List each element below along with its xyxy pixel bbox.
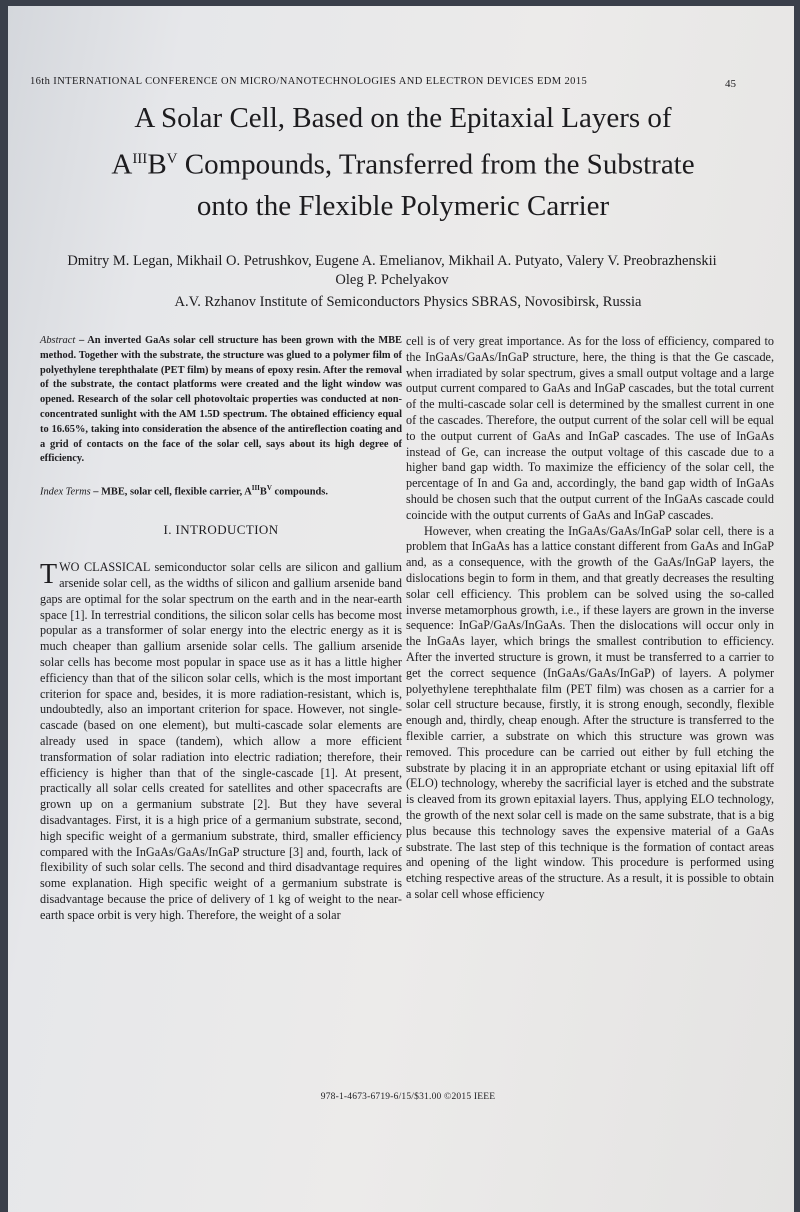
page-number: 45: [725, 78, 736, 90]
author-list: Dmitry M. Legan, Mikhail O. Petrushkov, Eugene A. Emelianov, Mikhail A. Putyato, Valery V. Preobrazhenskii Oleg P. Pchelyakov: [67, 253, 717, 288]
abstract: [40, 334, 402, 467]
body-paragraph: However, when creating the InGaAs/GaAs/InGaP solar cell, there is a problem that InGaAs has a lattice constant different from GaAs and InGaP and, as a consequence, with the growth of the GaAs/InGaP layers, the dislocations begin to form in them, and that greatly decreases the resulting solar cell efficiency. This problem can be solved using the so-called inverse metamorphous growth, i.e., if these layers are grown in the inverse sequence: InGaP/GaAs/InGaAs. Then the dislocations will occur only in the InGaAs layer, which brings the smallest contribution to efficiency. After the inverted structure is grown, it must be transferred to a carrier to get the correct sequence (InGaAs/GaAs/InGaP) of layers. A polymer polyethylene terephthalate film (PET film) was chosen as a carrier for a solar cell structure because, firstly, it is strong enough, secondly, flexible enough and, thirdly, cheap enough. After the structure is transferred to the flexible carrier, a substrate on which this structure was grown was removed. This procedure can be carried out either by full etching the substrate by placing it in an appropriate etchant or using epitaxial lift off (ELO) technology, whereby the sacrificial layer is etched and the substrate is cleaved from its grown epitaxial layers. Thus, applying ELO technology, the growth of the next solar cell is made on the same substrate, that is a big plus because this technology saves the expensive material of a GaAs substrate. The last step of this technique is the formation of contact areas and opening of the light window. This procedure is performed using etching respective areas of the structure. As a result, it is possible to obtain a solar cell whose efficiency: [406, 523, 774, 901]
title-line-1: A Solar Cell, Based on the Epitaxial Layers of: [134, 102, 672, 134]
index-terms: Index Terms – MBE, solar cell, flexible carrier, $A^{III}B^V$ compounds.: [40, 484, 328, 498]
index-terms-label: Index Terms: [40, 486, 91, 498]
right-column: [406, 334, 774, 903]
running-header: 16th INTERNATIONAL CONFERENCE ON MICRO/NANOTECHNOLOGIES AND ELECTRON DEVICES EDM 2015: [30, 76, 588, 87]
abstract-label: Abstract: [40, 335, 76, 346]
section-heading: I. INTRODUCTION: [163, 522, 279, 538]
drop-cap: T: [40, 559, 58, 591]
title-line-2: $A^{III}B^V$ Compounds, Transferred from the Substrate: [111, 148, 695, 181]
intro-paragraph: TWO CLASSICAL semiconductor solar cells are silicon and gallium arsenide solar cell, as the widths of silicon and gallium arsenide band gaps are optimal for the solar spectrum on the earth and in the near-earth space [1]. In terrestrial conditions, the silicon solar cells has become most popular as a transformer of solar energy into the electric energy as it is much cheaper than gallium arsenide solar cells. The gallium arsenide solar cells has become most popular in space use as it has a little higher efficiency than that of the silicon solar cells, which is the most important criterion for space and, besides, it is more radiation-resistant, which is, undoubtedly, also an important criterion for space. However, not single-cascade (based on one element), but multi-cascade solar elements are already used in space (tandem), which allow a more efficient transformation of solar radiation into electric radiation; therefore, their efficiency is higher than that of the single-cascade [1]. At present, practically all solar cells created for satellites and other spacecrafts are grown up on a germanium substrate [2]. But they have several disadvantages. First, it is a high price of a germanium substrate, second, high specific weight of a germanium substrate, third, smaller efficiency compared with the InGaAs/GaAs/InGaP structure [3] and, fourth, lack of flexibility of such solar cells. The second and third disadvantage requires some explanation. High specific weight of a germanium substrate is disadvantage because the price of delivery of 1 kg of weight to the near-earth space orbit is very high. Therefore, the weight of a solar: [40, 559, 402, 922]
affiliation: A.V. Rzhanov Institute of Semiconductors Physics SBRAS, Novosibirsk, Russia: [174, 294, 642, 310]
journal-page: [8, 6, 794, 1212]
abstract-text: – An inverted GaAs solar cell structure has been grown with the MBE method. Together with the substrate, the structure was glued to a polymer film of polyethylene terephthalate (PET film) by means of epoxy resin. After the removal of the substrate, the contact platforms were created and the light window was opened. Research of the solar cell photovoltaic properties was conducted at non-concentrated sunlight with the AM 1.5D spectrum. The obtained efficiency equal to 16.65%, taking into consideration the absence of the antireflection coating and a grid of contacts on the face of the solar cell, says about its high degree of efficiency.: [40, 335, 402, 465]
title-line-3: onto the Flexible Polymeric Carrier: [196, 189, 610, 222]
body-paragraph: cell is of very great importance. As for the loss of efficiency, compared to the InGaAs/GaAs/InGaP structure, here, the thing is that the Ge cascade, when irradiated by solar spectrum, gives a small output voltage and a large output current compared to GaAs and InGaP cascades, but the total current of the multi-cascade solar cell is determined by the smallest current in one of the cascades. Therefore, the output current of the solar cell will be equal to the output current of GaAs and InGaP cascades. The use of InGaAs instead of Ge, can increase the output voltage of this cascade due to a higher band gap width. To maximize the efficiency of the solar cell, the percentage of In and Ga and, accordingly, the band gap width of InGaAs should be chosen such that the output current of the InGaAs cascade could coincide with the output currents of GaAs and InGaP cascades.: [406, 334, 774, 522]
copyright-footer: 978-1-4673-6719-6/15/$31.00 ©2015 IEEE: [320, 1092, 496, 1102]
paper-title: [48, 98, 758, 227]
left-column: [40, 334, 402, 924]
